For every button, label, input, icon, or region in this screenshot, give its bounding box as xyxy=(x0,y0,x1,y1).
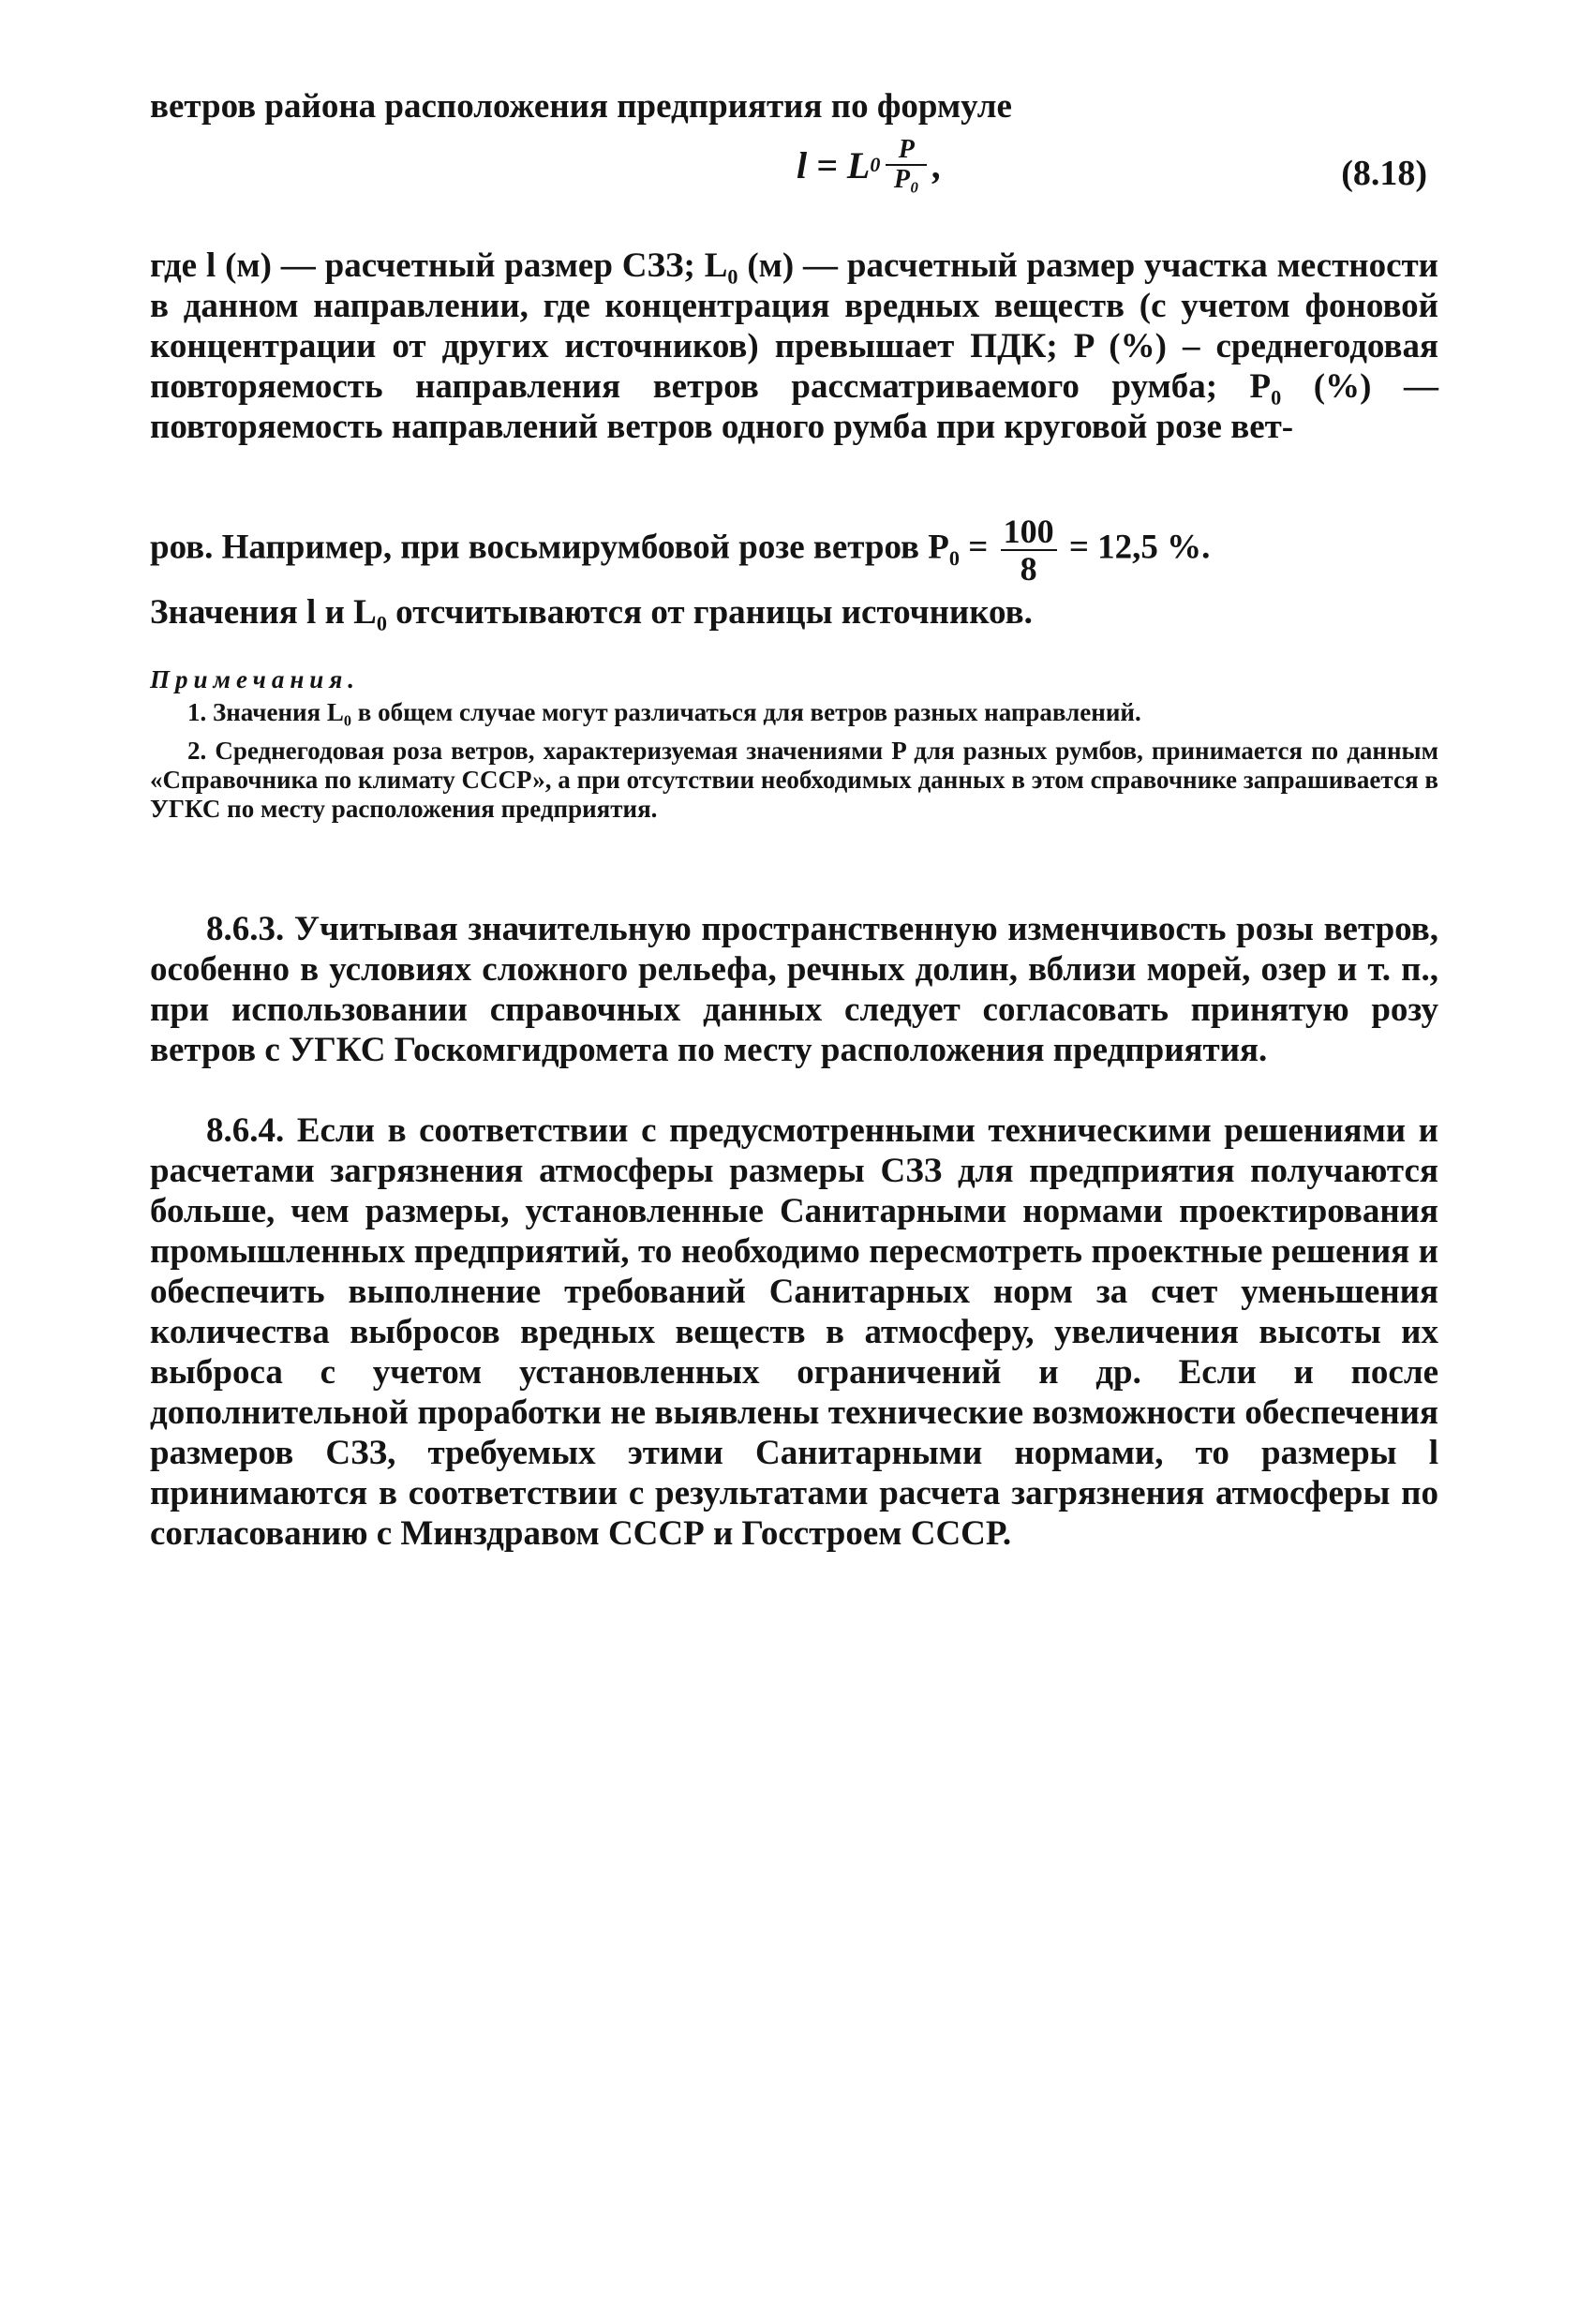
paragraph-8-6-3-block xyxy=(150,909,1438,1070)
note-item-1: 1. Значения L₀ в общем случае могут различаться для ветров разных направлений. xyxy=(187,698,1141,726)
paragraph-8-6-4: 8.6.4. Если в соответствии с предусмотренными техническими решениями и расчетами загрязнения атмосферы размеры СЗЗ для предприятия получаются больше, чем размеры, установленные Санитарными нормами проектирования промышленных предприятий, то необходимо пересмотреть проектные решения и обеспечить выполнение требований Санитарных норм за счет уменьшения количества выбросов вредных веществ в атмосферу, увеличения высоты их выброса с учетом установленных ограничений и др. Если и после дополнительной проработки не выявлены технические возможности обеспечения размеров СЗЗ, требуемых этими Санитарными нормами, то размеры l принимаются в соответствии с результатами расчета загрязнения атмосферы по согласованию с Минздравом СССР и Госстроем СССР. xyxy=(150,1111,1438,1553)
formula-8-18 xyxy=(797,136,942,194)
paragraph-8-6-4-block xyxy=(150,1110,1438,1554)
example-block xyxy=(150,514,1438,587)
definitions-paragraph: где l (м) — расчетный размер СЗЗ; L₀ (м) — расчетный размер участка местности в данном направлении, где концентрация вредных веществ (с учетом фоновой концентрации от других источников) превышает ПДК; P (%) – среднегодовая повторяемость направления ветров рассматриваемого румба; P₀ (%) — повторяемость направлений ветров одного румба при круговой розе вет- xyxy=(150,246,1438,446)
values-line: Значения l и L₀ отсчитываются от границы источников. xyxy=(150,593,1033,632)
values-line-block xyxy=(150,592,1438,633)
notes-heading: Примечания. xyxy=(150,665,360,693)
intro-line: ветров района расположения предприятия по формуле xyxy=(150,87,1012,126)
example-before: ров. Например, при восьмирумбовой розе ветров P₀ = xyxy=(150,528,989,567)
formula-numerator: P xyxy=(898,135,915,164)
notes-block xyxy=(150,665,1438,824)
definitions-block xyxy=(150,246,1438,447)
example-line xyxy=(150,514,1438,587)
formula-lhs-sub: 0 xyxy=(870,153,881,176)
note-item-2: 2. Среднегодовая роза ветров, характеризуемая значениями P для разных румбов, принимается по данным «Справочника по климату СССР», а при отсутствии необходимых данных в этом справочнике запрашивается в УГКС по месту расположения предприятия. xyxy=(150,737,1438,823)
formula-row xyxy=(150,136,1438,201)
example-after: = 12,5 %. xyxy=(1068,528,1211,567)
paragraph-8-6-3: 8.6.3. Учитывая значительную пространственную изменчивость розы ветров, особенно в условиях сложного рельефа, речных долин, вблизи морей, озер и т. п., при использовании справочных данных следует согласовать принятую розу ветров с УГКС Госкомгидромета по месту расположения предприятия. xyxy=(150,910,1438,1069)
example-denominator: 8 xyxy=(1020,550,1037,588)
formula-fraction xyxy=(886,136,927,194)
formula-lhs: l = L xyxy=(797,143,871,186)
intro-line-block xyxy=(150,86,1438,127)
equation-number: (8.18) xyxy=(1341,154,1427,193)
formula-tail: , xyxy=(932,143,943,186)
example-fraction xyxy=(1001,514,1057,587)
formula-denominator: P₀ xyxy=(893,165,919,194)
example-numerator: 100 xyxy=(1003,513,1054,550)
